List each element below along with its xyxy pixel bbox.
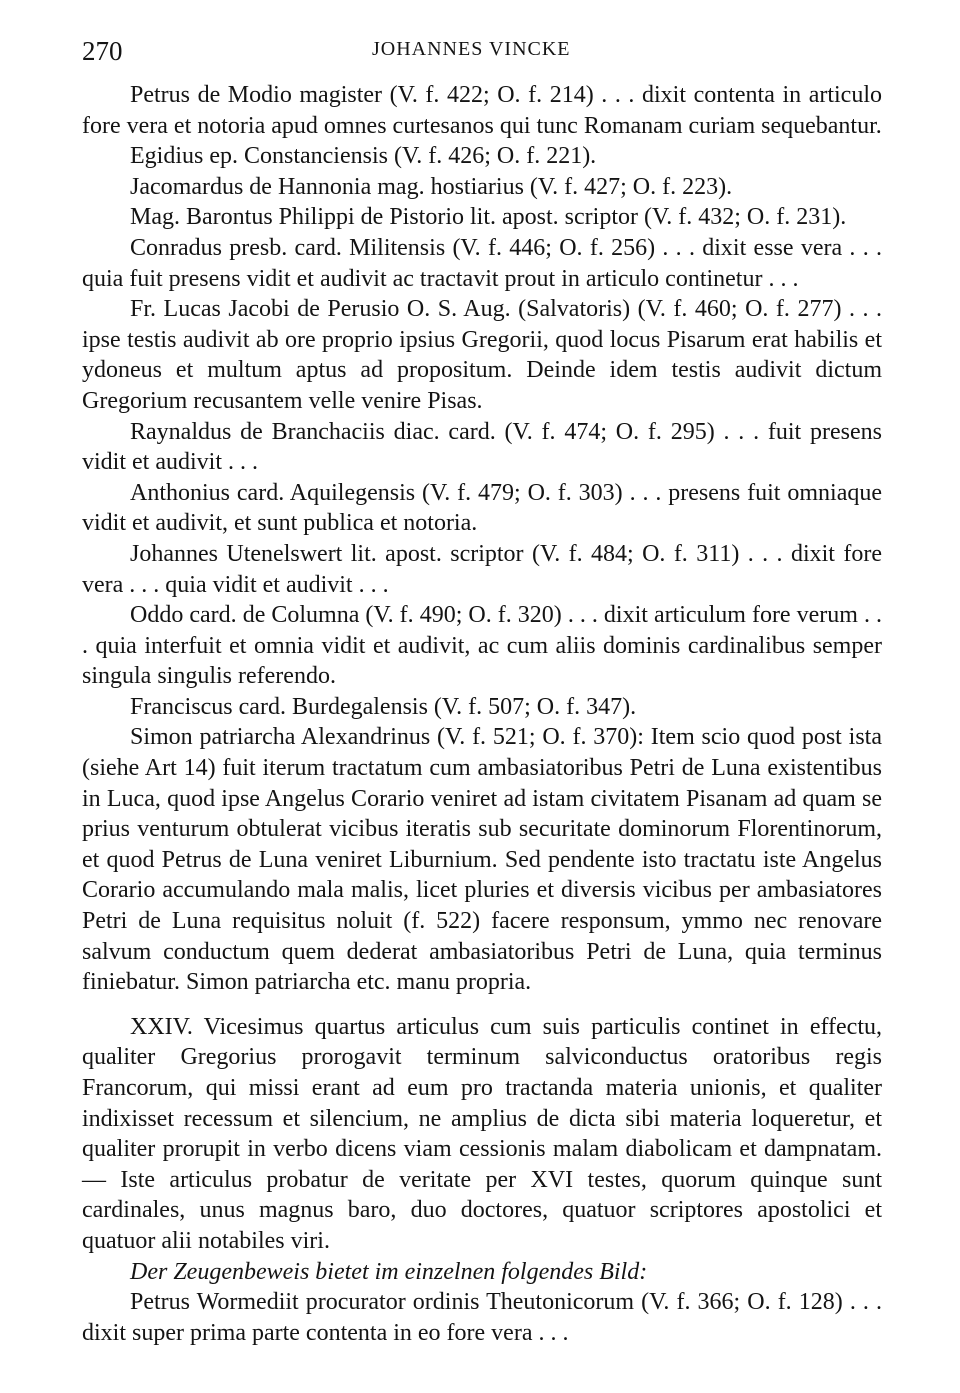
paragraph: Fr. Lucas Jacobi de Perusio O. S. Aug. (Salvatoris) (V. f. 460; O. f. 277) . . . ipse testis audivit ab ore proprio ipsius Gregorii, quod locus Pisarum erat habilis et ydoneus et multum aptus ad propositum. Deinde idem testis audivit dictum Gregorium recusantem velle venire Pisas.: [82, 296, 882, 414]
paragraph: Conradus presb. card. Militensis (V. f. 446; O. f. 256) . . . dixit esse vera . . . quia fuit presens vidit et audivit ac tractavit prout in articulo continetur . . .: [82, 234, 882, 292]
paragraph: Franciscus card. Burdegalensis (V. f. 507; O. f. 347).: [130, 693, 637, 720]
paragraph: Johannes Utenelswert lit. apost. scriptor (V. f. 484; O. f. 311) . . . dixit fore vera . . . quia vidit et audivit . . .: [82, 540, 882, 598]
paragraph: Anthonius card. Aquilegensis (V. f. 479; O. f. 303) . . . presens fuit omniaque vidit et audivit, et sunt publica et notoria.: [82, 479, 882, 537]
page-number: 270: [82, 36, 123, 66]
section-paragraph: XXIV. Vicesimus quartus articulus cum suis particulis continet in effectu, qualiter Gregorius prorogavit terminum salviconductus oratoribus regis Francorum, qui missi erant ad eum pro tractanda materia unionis, et qualiter indixisset recessum et silencium, ne amplius de dicta sibi materia loqueretur, et qualiter prorupit in verbo dicens viam cessionis malam diabolicam et dampnatam. — Iste articulus probatur de veritate per XVI testes, quorum quinque sunt cardinales, unus magnus baro, duo doctores, quatuor scriptores apostolici et quatuor alii notabiles viri.: [82, 1013, 882, 1254]
paragraph: Petrus de Modio magister (V. f. 422; O. f. 214) . . . dixit contenta in articulo fore vera et notoria apud omnes curtesanos qui tunc Romanam curiam sequebantur.: [82, 82, 882, 139]
paragraph: Jacomardus de Hannonia mag. hostiarius (V. f. 427; O. f. 223).: [130, 173, 733, 200]
italic-paragraph: Der Zeugenbeweis bietet im einzelnen folgendes Bild:: [130, 1258, 648, 1285]
paragraph: Oddo card. de Columna (V. f. 490; O. f. 320) . . . dixit articulum fore verum . . . quia interfuit et omnia vidit et audivit, ac cum aliis dominis cardinalibus semper singula singulis referendo.: [82, 602, 882, 690]
body-text: [82, 80, 882, 1348]
paragraph: Raynaldus de Branchaciis diac. card. (V. f. 474; O. f. 295) . . . fuit presens vidit et audivit . . .: [82, 418, 882, 476]
page-header: [82, 36, 882, 70]
paragraph: Simon patriarcha Alexandrinus (V. f. 521; O. f. 370): Item scio quod post ista (siehe Art 14) fuit iterum tractatum cum ambasiatoribus Petri de Luna existentibus in Luca, quod ipse Angelus Corario veniret ad istam civitatem Pisanam ad quam se prius venturum obtulerat vicibus iteratis sub securitate dominorum Florentinorum, et quod Petrus de Luna veniret Liburnium. Sed pendente isto tractatu iste Angelus Corario accumulando mala malis, licet pluries et diversis vicibus per ambasiatores Petri de Luna requisitus noluit (f. 522) facere responsum, ymmo nec renovare salvum conductum quem dederat ambasiatoribus Petri de Luna, quia terminus finiebatur. Simon patriarcha etc. manu propria.: [82, 724, 882, 996]
paragraph: Mag. Barontus Philippi de Pistorio lit. apost. scriptor (V. f. 432; O. f. 231).: [130, 204, 847, 231]
paragraph: Petrus Wormediit procurator ordinis Theutonicorum (V. f. 366; O. f. 128) . . . dixit super prima parte contenta in eo fore vera . . .: [82, 1289, 882, 1346]
paragraph: Egidius ep. Constanciensis (V. f. 426; O. f. 221).: [130, 143, 597, 170]
running-head: JOHANNES VINCKE: [372, 38, 571, 60]
